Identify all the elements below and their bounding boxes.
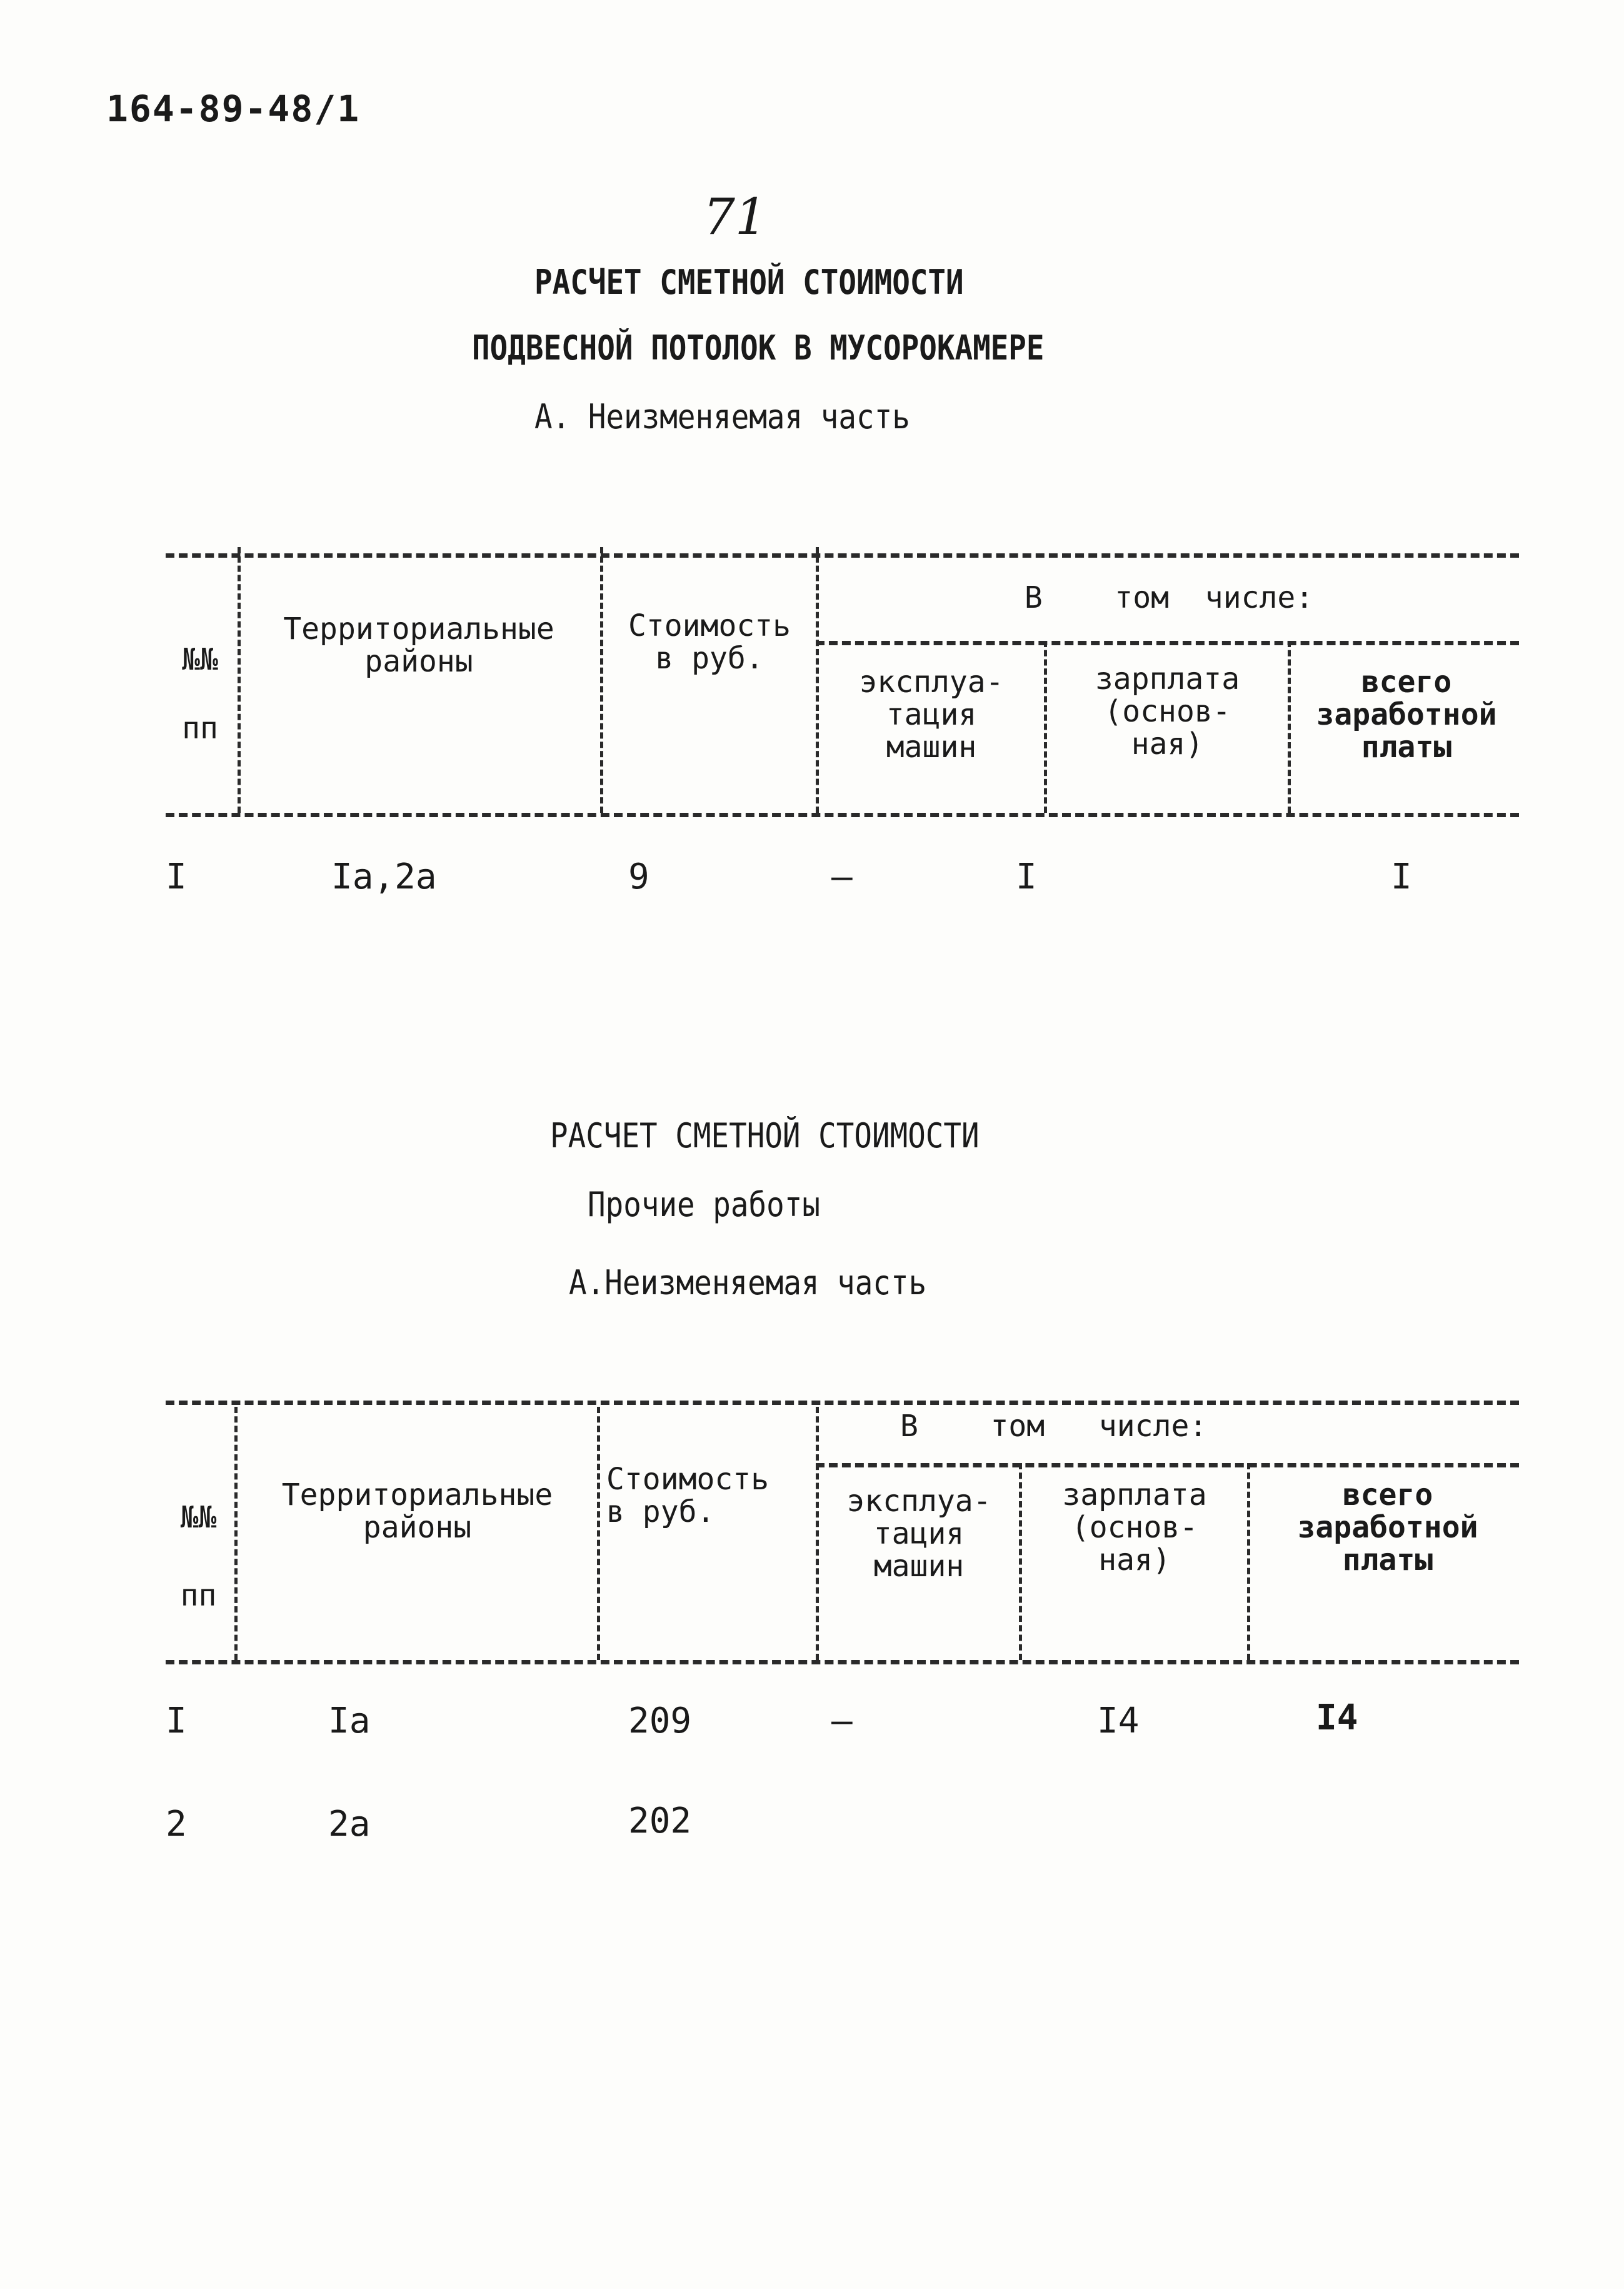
cell-cost: 202 xyxy=(628,1801,692,1841)
table-rule-header-bottom xyxy=(166,813,1519,817)
section2-part: А.Неизменяемая часть xyxy=(569,1263,927,1302)
document-code: 164-89-48/1 xyxy=(106,88,361,130)
cell-exploitation: – xyxy=(831,857,853,897)
table-col-divider xyxy=(1288,641,1291,813)
cell-cost: 9 xyxy=(628,857,649,897)
section2-title: РАСЧЕТ СМЕТНОЙ СТОИМОСТИ xyxy=(550,1116,980,1155)
col-header-number: №№ пп xyxy=(182,642,218,746)
table-col-divider xyxy=(1044,641,1047,813)
cell-salary: I xyxy=(1016,857,1037,897)
section1-subtitle: ПОДВЕСНОЙ ПОТОЛОК В МУСОРОКАМЕРЕ xyxy=(472,328,1045,368)
section1-title: РАСЧЕТ СМЕТНОЙ СТОИМОСТИ xyxy=(534,263,964,302)
table-rule-top xyxy=(166,553,1519,558)
table-col-divider xyxy=(238,547,241,813)
cell-exploitation: – xyxy=(831,1701,853,1741)
col-header-number: №№ пп xyxy=(180,1500,217,1613)
col-header-region: Территориальные районы xyxy=(281,1477,553,1545)
table-col-divider xyxy=(816,547,819,813)
cell-number: 2 xyxy=(166,1804,187,1844)
col-header-group: В том числе: xyxy=(900,1409,1208,1444)
col-header-region: Территориальные районы xyxy=(283,611,554,679)
table-col-divider xyxy=(600,547,603,813)
page-number: 71 xyxy=(703,188,767,246)
table-rule-top xyxy=(166,1401,1519,1405)
table-rule-subheader xyxy=(816,641,1519,645)
col-header-exploitation: эксплуа- тация машин xyxy=(859,665,1004,765)
cell-number: I xyxy=(166,1701,187,1741)
col-header-cost: Стоимость в руб. xyxy=(606,1462,769,1529)
table-rule-subheader xyxy=(816,1463,1519,1467)
cell-region: 2а xyxy=(328,1804,371,1844)
col-header-total-salary: всего заработной платы xyxy=(1297,1477,1478,1577)
col-header-cost: Стоимость в руб. xyxy=(628,608,791,676)
cell-cost: 209 xyxy=(628,1701,692,1741)
col-header-exploitation: эксплуа- тация машин xyxy=(846,1484,991,1584)
cell-region: Iа,2а xyxy=(331,857,437,897)
table-col-divider xyxy=(1247,1463,1250,1660)
cell-region: Iа xyxy=(328,1701,371,1741)
cell-salary: I4 xyxy=(1097,1701,1140,1741)
section2-subtitle: Прочие работы xyxy=(588,1185,820,1224)
table-rule-header-bottom xyxy=(166,1660,1519,1664)
col-header-group: В том числе: xyxy=(1024,580,1314,615)
table-col-divider xyxy=(1019,1463,1022,1660)
col-header-salary: зарплата (основ- ная) xyxy=(1062,1477,1207,1577)
col-header-total-salary: всего заработной платы xyxy=(1316,665,1497,765)
col-header-salary: зарплата (основ- ная) xyxy=(1095,662,1240,762)
table-col-divider xyxy=(234,1407,238,1660)
cell-total-salary: I4 xyxy=(1316,1698,1358,1738)
table-col-divider xyxy=(816,1407,819,1660)
table-col-divider xyxy=(597,1407,600,1660)
cell-total-salary: I xyxy=(1391,857,1412,897)
cell-number: I xyxy=(166,857,187,897)
section1-part: А. Неизменяемая часть xyxy=(534,397,910,436)
